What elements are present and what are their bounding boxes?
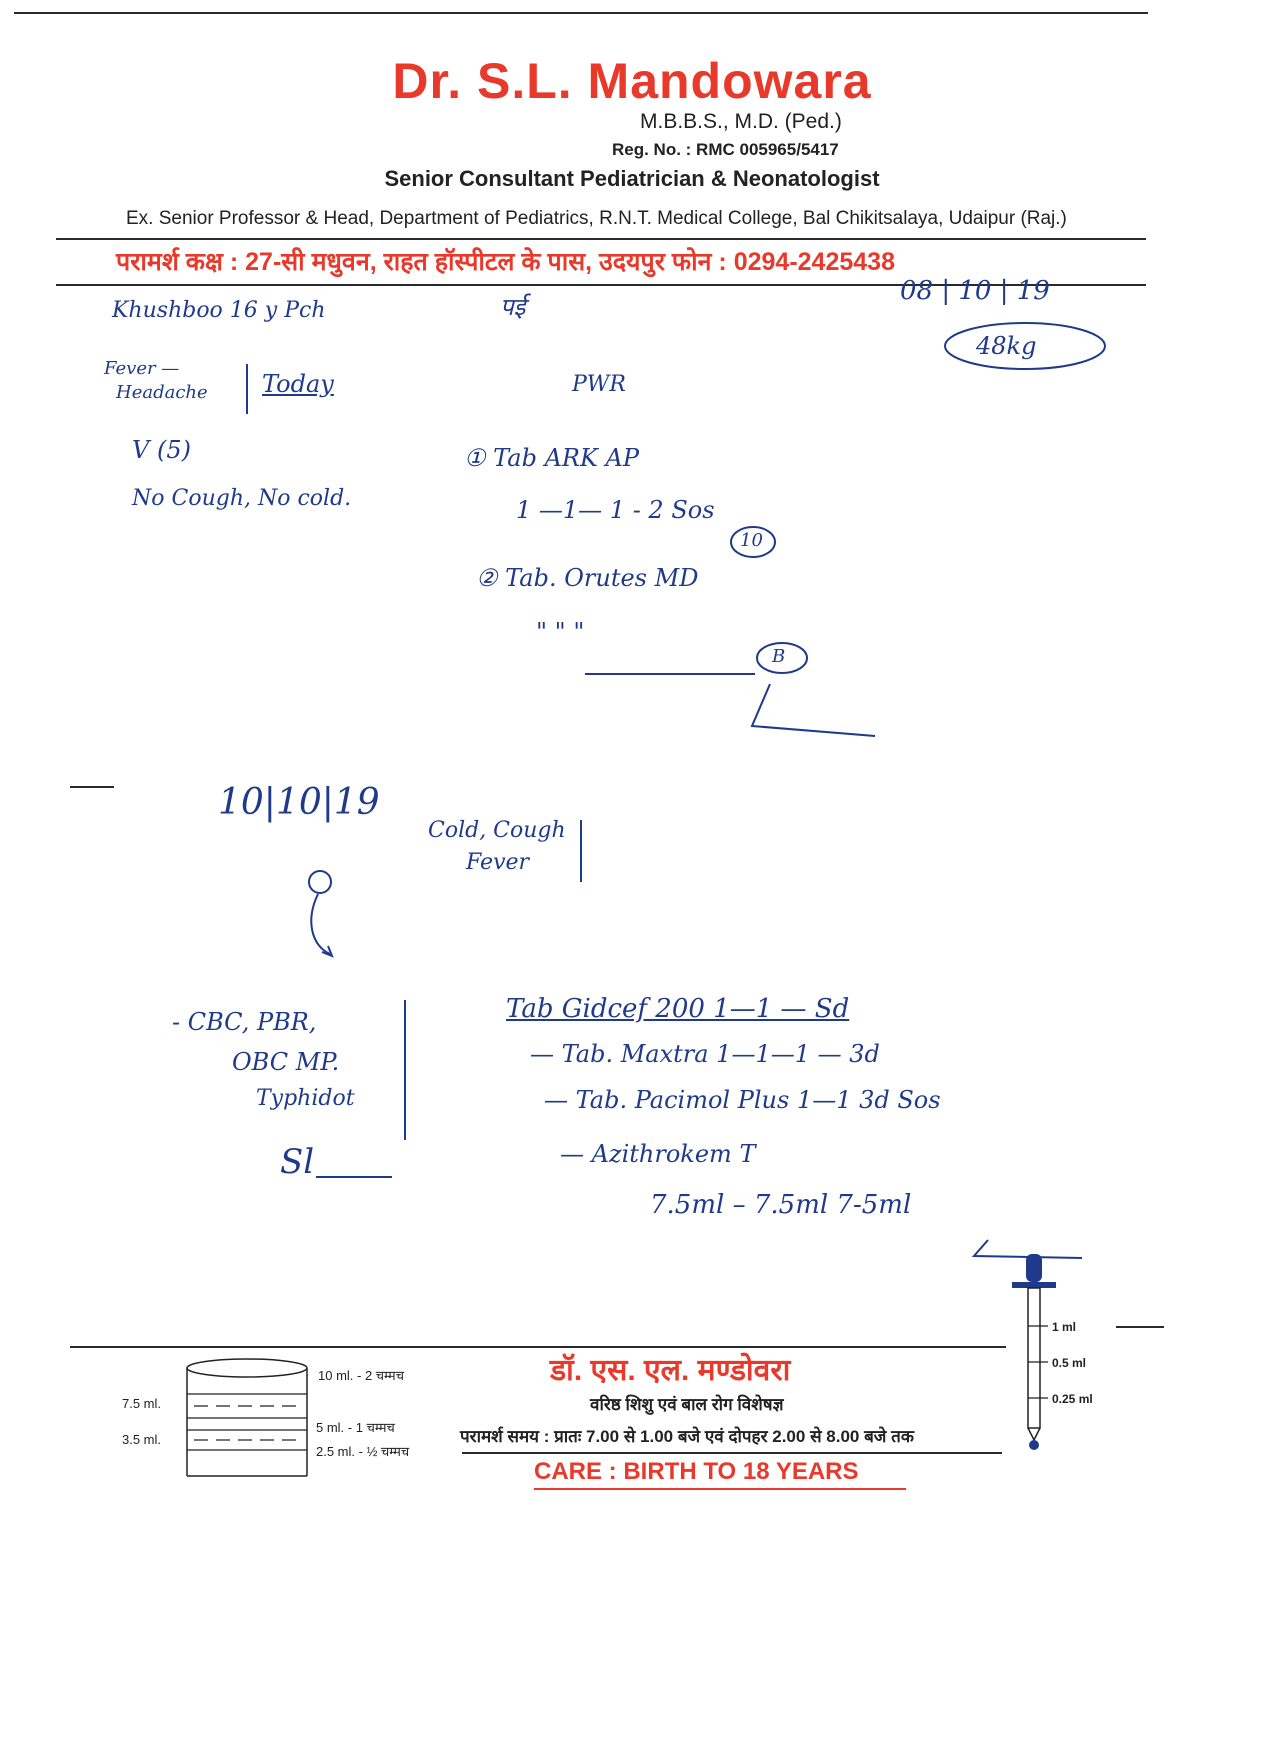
complaint-headache: Headache — [116, 382, 208, 403]
tests-line-1: - CBC, PBR, — [172, 1008, 317, 1036]
doctor-title: Senior Consultant Pediatrician & Neonatologist — [384, 166, 880, 191]
rx-1-days: 10 — [740, 530, 763, 551]
visit-separator — [70, 786, 114, 788]
patient-name: Khushboo 16 y Pch — [112, 298, 326, 323]
tests-line-2: OBC MP. — [232, 1048, 340, 1076]
hindi-note: पर्ई — [500, 293, 526, 321]
pwr-note: PWR — [572, 372, 626, 397]
measuring-cup-icon — [182, 1356, 312, 1482]
rx-1: ① Tab ARK AP — [464, 444, 640, 472]
footer-divider — [70, 1346, 1006, 1348]
header-divider-top — [56, 238, 1146, 240]
rx-2-dose: " " " — [536, 618, 585, 646]
clinic-address: परामर्श कक्ष : 27-सी मधुवन, राहत हॉस्पीटल के पास, उदयपुर फोन : 0294-2425438 — [116, 248, 895, 276]
signature-stroke — [316, 1176, 392, 1178]
footer-divider-right — [1116, 1326, 1164, 1328]
visit-date-1: 08 | 10 | 19 — [900, 276, 1050, 306]
tests-line-3: Typhidot — [256, 1086, 355, 1111]
complaint-today: Today — [262, 370, 334, 398]
rx-5: — Tab. Pacimol Plus 1—1 3d Sos — [544, 1086, 941, 1114]
footer-doctor-name: डॉ. एस. एल. मण्डोवरा — [550, 1354, 791, 1387]
doctor-name: Dr. S.L. Mandowara — [392, 53, 872, 109]
top-border — [14, 12, 1148, 14]
dropper-icon — [1004, 1252, 1064, 1452]
timing-underline — [462, 1452, 1002, 1454]
rx-end-strokes — [580, 660, 880, 740]
complaint-bar — [246, 364, 248, 414]
rx-3: Tab Gidcef 200 1—1 — Sd — [506, 994, 850, 1024]
rx-4: — Tab. Maxtra 1—1—1 — 3d — [530, 1040, 880, 1068]
measure-7-5ml: 7.5 ml. — [122, 1396, 162, 1411]
measure-5ml: 5 ml. - 1 चम्मच — [316, 1420, 395, 1435]
rx-6: — Azithrokem T — [560, 1140, 756, 1168]
measure-3-5ml: 3.5 ml. — [122, 1432, 162, 1447]
rx-2: ② Tab. Orutes MD — [476, 564, 699, 592]
rx-1-dose: 1 —1— 1 - 2 Sos — [516, 496, 715, 524]
registration-number: Reg. No. : RMC 005965/5417 — [612, 140, 839, 159]
care-tagline: CARE : BIRTH TO 18 YEARS — [534, 1458, 859, 1485]
vomiting-note: V (5) — [132, 436, 191, 464]
complaint-cold-cough: Cold, Cough — [428, 818, 566, 843]
measure-2-5ml: 2.5 ml. - ½ चम्मच — [316, 1444, 410, 1459]
rx-2-days: B — [772, 646, 786, 667]
weight: 48kg — [976, 332, 1037, 360]
dropper-1ml: 1 ml — [1052, 1320, 1077, 1334]
visit-date-2: 10|10|19 — [218, 782, 380, 823]
complaint-fever-2: Fever — [466, 850, 530, 875]
consultation-timing: परामर्श समय : प्रातः 7.00 से 1.00 बजे एवं दोपहर 2.00 से 8.00 बजे तक — [460, 1427, 914, 1446]
complaint-fever: Fever — — [104, 358, 180, 379]
weight-circle — [940, 318, 1110, 374]
signature: Sl — [280, 1142, 315, 1182]
dropper-0-25ml: 0.25 ml — [1052, 1392, 1093, 1406]
rx-6-dose: 7.5ml – 7.5ml 7-5ml — [650, 1190, 912, 1220]
no-cough-note: No Cough, No cold. — [132, 486, 352, 511]
tests-bar — [404, 1000, 406, 1140]
sign-arrow — [300, 866, 350, 966]
care-underline — [534, 1488, 906, 1490]
measure-10ml: 10 ml. - 2 चम्मच — [318, 1368, 404, 1383]
dropper-0-5ml: 0.5 ml — [1052, 1356, 1087, 1370]
complaint-bar-2 — [580, 820, 582, 882]
experience-line: Ex. Senior Professor & Head, Department of Pediatrics, R.N.T. Medical College, Bal Chikitsalaya, Udaipur (Raj.) — [126, 208, 1067, 229]
degree: M.B.B.S., M.D. (Ped.) — [640, 110, 842, 133]
footer-specialty: वरिष्ठ शिशु एवं बाल रोग विशेषज्ञ — [590, 1395, 784, 1414]
